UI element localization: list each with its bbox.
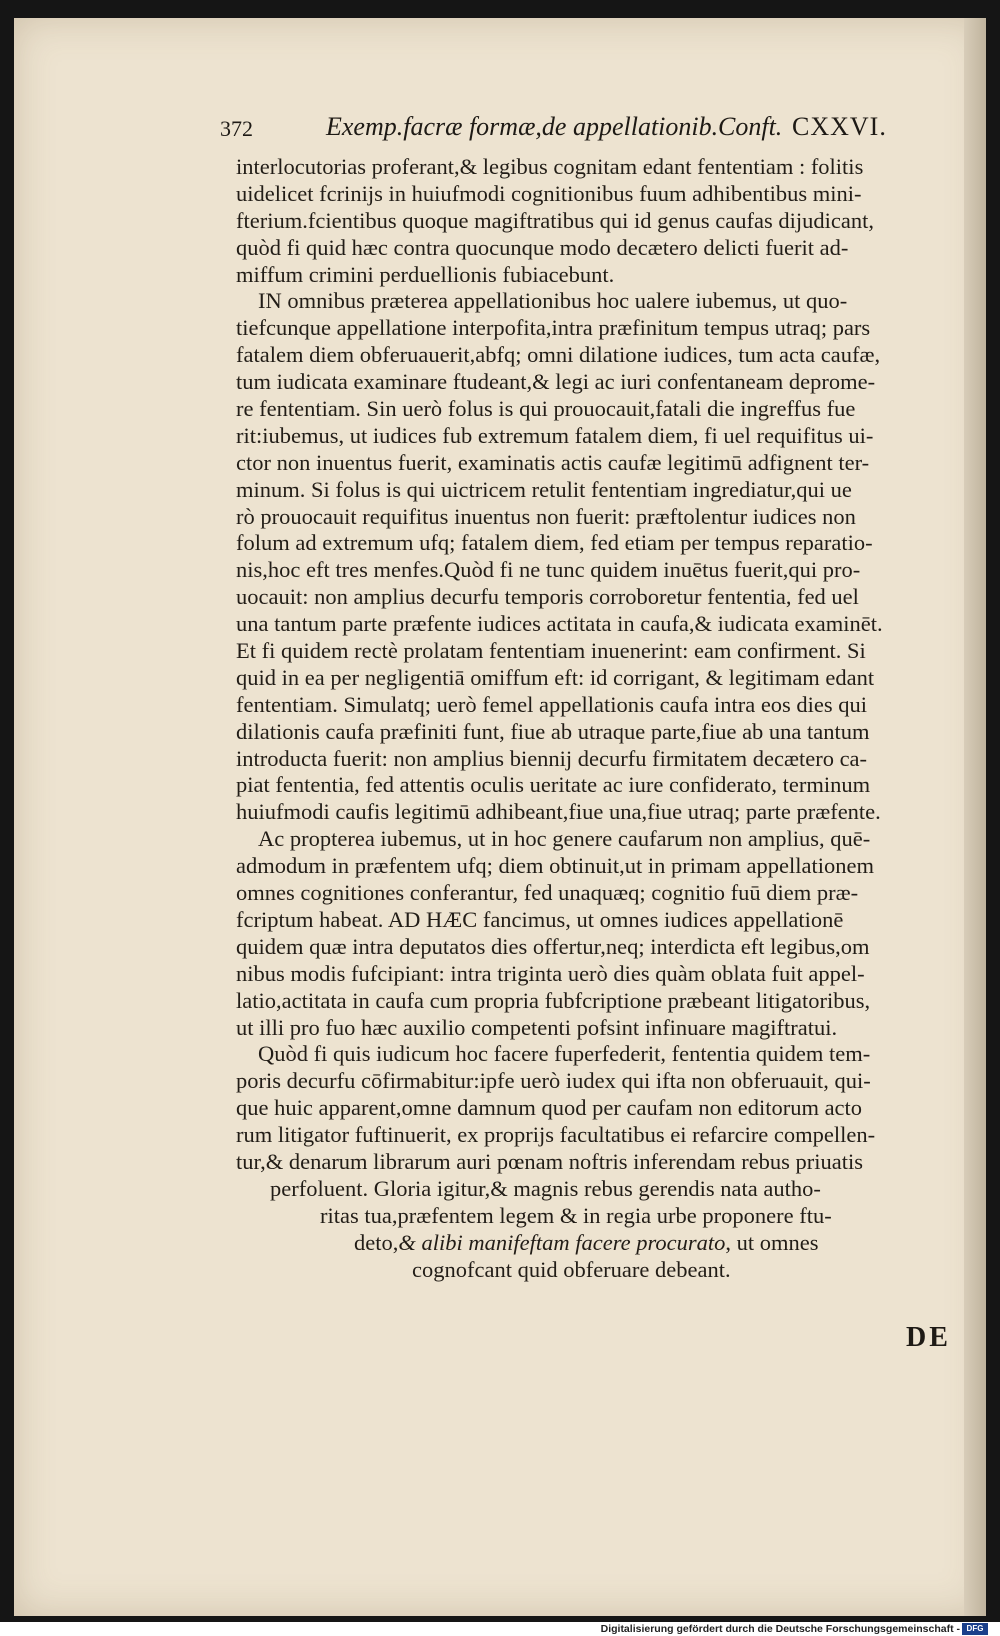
running-header	[220, 112, 900, 152]
text-line: Ac propterea iubemus, ut in hoc genere caufarum non amplius, quē-	[258, 826, 871, 852]
closing-text: deto,	[354, 1229, 399, 1255]
text-line: rum litigator fuftinuerit, ex proprijs facultatibus ei refarcire compellen-	[236, 1122, 876, 1148]
footer-credit: Digitalisierung gefördert durch die Deutsche Forschungsgemeinschaft -	[600, 1623, 960, 1635]
text-line: uidelicet fcrinijs in huiufmodi cognitionibus fuum adhibentibus mini-	[236, 180, 862, 206]
text-line: interlocutorias proferant,& legibus cognitam edant fententiam : folitis	[236, 154, 864, 179]
text-line: omnes cognitiones conferantur, fed unaquæq; cognitio fuū diem præ-	[236, 880, 859, 906]
text-line: fcriptum habeat. AD HÆC fancimus, ut omnes iudices appellationē	[236, 906, 844, 932]
page-edge	[964, 18, 986, 1616]
text-line: piat fententia, fed attentis oculis ueritate ac iure confiderato, terminum	[236, 772, 871, 798]
closing-line: ritas tua,præfentem legem & in regia urbe proponere ftu-	[320, 1202, 832, 1228]
closing-line: cognofcant quid obferuare debeant.	[412, 1256, 731, 1282]
text-line: uocauit: non amplius decurfu temporis corroboretur fententia, fed uel	[236, 584, 859, 610]
running-title: Exemp.facræ formæ,de appellationib.	[326, 112, 719, 141]
text-line: ut illi pro fuo hæc auxilio competenti pofsint infinuare magiftratui.	[236, 1014, 838, 1040]
text-line: re fententiam. Sin uerò folus is qui prouocauit,fatali die ingreffus fue	[236, 396, 856, 422]
text-line: fatalem diem obferuauerit,abfq; omni dilatione iudices, tum acta caufæ,	[236, 342, 881, 368]
constitution-number: CXXVI.	[792, 112, 887, 141]
constitution-label: Conft.	[718, 112, 783, 141]
closing-italic-text: & alibi manifeftam facere procurato	[398, 1229, 726, 1255]
text-line: nis,hoc eft tres menfes.Quòd fi ne tunc quidem inuētus fuerit,qui pro-	[236, 557, 861, 583]
text-line: folum ad extremum ufq; fatalem diem, fed etiam per tempus reparatio-	[236, 530, 873, 556]
text-line: huiufmodi caufis legitimū adhibeant,fiue una,fiue utraq; parte præfente.	[236, 799, 881, 825]
text-line: quòd fi quid hæc contra quocunque modo decætero delicti fuerit ad-	[236, 234, 849, 260]
text-line: dilationis caufa præfiniti funt, fiue ab utraque parte,fiue ab una tantum	[236, 718, 870, 744]
page-number: 372	[220, 116, 253, 141]
text-line: admodum in præfentem ufq; diem obtinuit,ut in primam appellationem	[236, 853, 875, 879]
text-line: tiefcunque appellatione interpofita,intra præfinitum tempus utraq; pars	[236, 315, 871, 341]
body-text	[236, 154, 956, 1283]
text-line: poris decurfu cōfirmabitur:ipfe uerò iudex qui ifta non obferuauit, qui-	[236, 1068, 871, 1094]
text-line: fterium.fcientibus quoque magiftratibus qui id genus caufas dijudicant,	[236, 207, 874, 233]
dfg-logo-icon: DFG	[962, 1623, 988, 1635]
text-line: Quòd fi quis iudicum hoc facere fuperfederit, fententia quidem tem-	[258, 1041, 871, 1067]
text-line: quid in ea per negligentiā omiffum eft: id corrigant, & legitimam edant	[236, 664, 875, 690]
text-line: minum. Si folus is qui uictricem retulit fententiam ingrediatur,qui ue	[236, 476, 852, 502]
catchword: DE	[906, 1322, 951, 1353]
text-line: rò prouocauit requifitus inuentus non fuerit: præftolentur iudices non	[236, 503, 856, 529]
text-line: fententiam. Simulatq; uerò femel appellationis caufa intra eos dies qui	[236, 691, 868, 717]
text-line: que huic apparent,omne damnum quod per caufam non editorum acto	[236, 1095, 863, 1121]
text-line: ctor non inuentus fuerit, examinatis actis caufæ legitimū adfignent ter-	[236, 449, 870, 475]
text-line: rit:iubemus, ut iudices fub extremum fatalem diem, fi uel requifitus ui-	[236, 422, 874, 448]
text-line: miffum crimini perduellionis fubiacebunt.	[236, 261, 615, 287]
text-line: tum iudicata examinare ftudeant,& legi ac iuri confentaneam deprome-	[236, 369, 876, 395]
text-line: IN omnibus præterea appellationibus hoc ualere iubemus, ut quo-	[258, 288, 848, 314]
text-line: nibus modis fufcipiant: intra triginta uerò dies quàm oblata fuit appel-	[236, 960, 865, 986]
text-line: una tantum parte præfente iudices actitata in caufa,& iudicata examinēt.	[236, 611, 883, 637]
text-line: quidem quæ intra deputatos dies offertur,neq; interdicta eft legibus,om	[236, 933, 870, 959]
closing-text: , ut omnes	[725, 1229, 819, 1255]
closing-line	[236, 1230, 956, 1257]
text-line: introducta fuerit: non amplius biennij decurfu firmitatem decætero ca-	[236, 745, 868, 771]
text-line: Et fi quidem rectè prolatam fententiam inuenerint: eam confirment. Si	[236, 638, 866, 664]
text-line: latio,actitata in caufa cum propria fubfcriptione præbeant litigatoribus,	[236, 987, 871, 1013]
text-line: tur,& denarum librarum auri pœnam noftris inferendam rebus priuatis	[236, 1148, 864, 1174]
text-line: perfoluent. Gloria igitur,& magnis rebus gerendis nata autho-	[270, 1175, 821, 1201]
